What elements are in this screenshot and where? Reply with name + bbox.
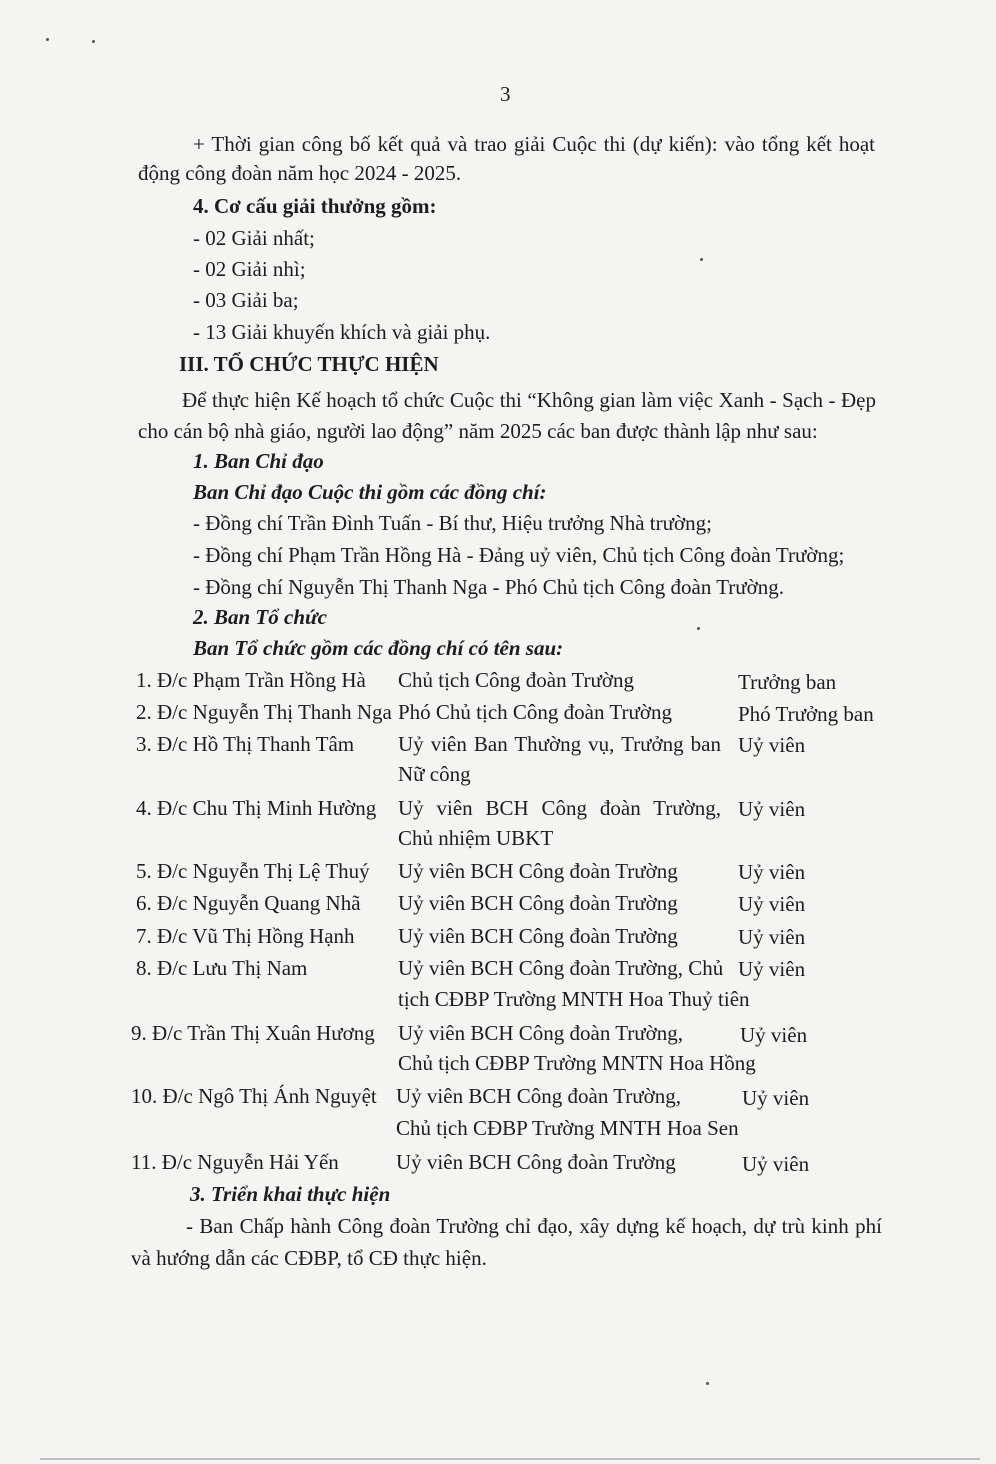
page-number: 3 — [500, 82, 511, 106]
steering-subheading: Ban Chỉ đạo Cuộc thi gồm các đồng chí: — [193, 480, 547, 504]
section-paragraph-line: Để thực hiện Kế hoạch tổ chức Cuộc thi “Không gian làm việc Xanh - Sạch - Đẹp — [182, 388, 876, 412]
member-position: Uỷ viên BCH Công đoàn Trường, — [398, 1021, 684, 1045]
member-position: Chủ tịch CĐBP Trường MNTH Hoa Sen — [396, 1116, 739, 1140]
section-heading: III. TỔ CHỨC THỰC HIỆN — [179, 352, 439, 376]
member-name: 11. Đ/c Nguyễn Hải Yến — [131, 1150, 339, 1174]
award-item: - 13 Giải khuyến khích và giải phụ. — [193, 320, 491, 344]
member-position: Nữ công — [398, 762, 471, 786]
member-role: Uỷ viên — [738, 925, 806, 949]
member-role: Trưởng ban — [738, 670, 837, 694]
member-role: Phó Trưởng ban — [738, 702, 874, 726]
member-name: 3. Đ/c Hồ Thị Thanh Tâm — [136, 732, 355, 756]
implementation-line: - Ban Chấp hành Công đoàn Trường chỉ đạo, xây dựng kế hoạch, dự trù kinh phí — [186, 1214, 882, 1238]
member-name: 4. Đ/c Chu Thị Minh Hường — [136, 796, 377, 820]
section-paragraph-line: cho cán bộ nhà giáo, người lao động” năm 2025 các ban được thành lập như sau: — [138, 419, 818, 443]
steering-member: - Đồng chí Trần Đình Tuấn - Bí thư, Hiệu trưởng Nhà trường; — [193, 511, 712, 535]
scan-bottom-edge — [40, 1458, 980, 1460]
scan-speck — [92, 40, 95, 43]
member-role: Uỷ viên — [738, 860, 806, 884]
scan-speck — [706, 1382, 709, 1385]
member-role: Uỷ viên — [740, 1023, 808, 1047]
member-role: Uỷ viên — [738, 733, 806, 757]
member-name: 6. Đ/c Nguyễn Quang Nhã — [136, 891, 361, 915]
member-position: Uỷ viên BCH Công đoàn Trường — [396, 1150, 676, 1174]
organizing-heading: 2. Ban Tổ chức — [193, 605, 327, 629]
member-role: Uỷ viên — [738, 957, 806, 981]
award-item: - 02 Giải nhì; — [193, 257, 306, 281]
steering-heading: 1. Ban Chỉ đạo — [193, 449, 324, 473]
scan-speck — [700, 258, 703, 261]
steering-member: - Đồng chí Phạm Trần Hồng Hà - Đảng uỷ viên, Chủ tịch Công đoàn Trường; — [193, 543, 845, 567]
member-position: Chủ tịch CĐBP Trường MNTN Hoa Hồng — [398, 1051, 756, 1075]
member-position: Chủ tịch Công đoàn Trường — [398, 668, 635, 692]
implementation-line: và hướng dẫn các CĐBP, tổ CĐ thực hiện. — [131, 1246, 487, 1270]
member-position: Uỷ viên BCH Công đoàn Trường, Chủ — [398, 956, 724, 980]
member-role: Uỷ viên — [742, 1152, 810, 1176]
member-name: 9. Đ/c Trần Thị Xuân Hương — [131, 1021, 375, 1045]
member-name: 1. Đ/c Phạm Trần Hồng Hà — [136, 668, 366, 692]
award-item: - 03 Giải ba; — [193, 288, 299, 312]
member-name: 7. Đ/c Vũ Thị Hồng Hạnh — [136, 924, 355, 948]
member-position: Uỷ viên BCH Công đoàn Trường — [398, 859, 678, 883]
member-role: Uỷ viên — [742, 1086, 810, 1110]
member-name: 5. Đ/c Nguyễn Thị Lệ Thuý — [136, 859, 370, 883]
member-position: Uỷ viên BCH Công đoàn Trường — [398, 924, 678, 948]
award-item: - 02 Giải nhất; — [193, 226, 315, 250]
member-name: 2. Đ/c Nguyễn Thị Thanh Nga — [136, 700, 392, 724]
scan-speck — [46, 38, 49, 41]
member-name: 10. Đ/c Ngô Thị Ánh Nguyệt — [131, 1084, 377, 1108]
member-role: Uỷ viên — [738, 892, 806, 916]
member-position: Uỷ viên BCH Công đoàn Trường, — [398, 796, 721, 820]
awards-heading: 4. Cơ cấu giải thưởng gồm: — [193, 194, 437, 218]
member-position: tịch CĐBP Trường MNTH Hoa Thuỷ tiên — [398, 987, 750, 1011]
scan-speck — [697, 627, 700, 630]
member-position: Uỷ viên Ban Thường vụ, Trưởng ban — [398, 732, 721, 756]
intro-line: + Thời gian công bố kết quả và trao giải Cuộc thi (dự kiến): vào tổng kết hoạt — [193, 132, 875, 156]
steering-member: - Đồng chí Nguyễn Thị Thanh Nga - Phó Chủ tịch Công đoàn Trường. — [193, 575, 785, 599]
intro-line: động công đoàn năm học 2024 - 2025. — [138, 161, 462, 185]
member-position: Chủ nhiệm UBKT — [398, 826, 554, 850]
implementation-heading: 3. Triển khai thực hiện — [190, 1182, 391, 1206]
member-position: Phó Chủ tịch Công đoàn Trường — [398, 700, 672, 724]
member-name: 8. Đ/c Lưu Thị Nam — [136, 956, 308, 980]
member-position: Uỷ viên BCH Công đoàn Trường — [398, 891, 678, 915]
member-role: Uỷ viên — [738, 797, 806, 821]
organizing-subheading: Ban Tổ chức gồm các đồng chí có tên sau: — [193, 636, 564, 660]
member-position: Uỷ viên BCH Công đoàn Trường, — [396, 1084, 682, 1108]
